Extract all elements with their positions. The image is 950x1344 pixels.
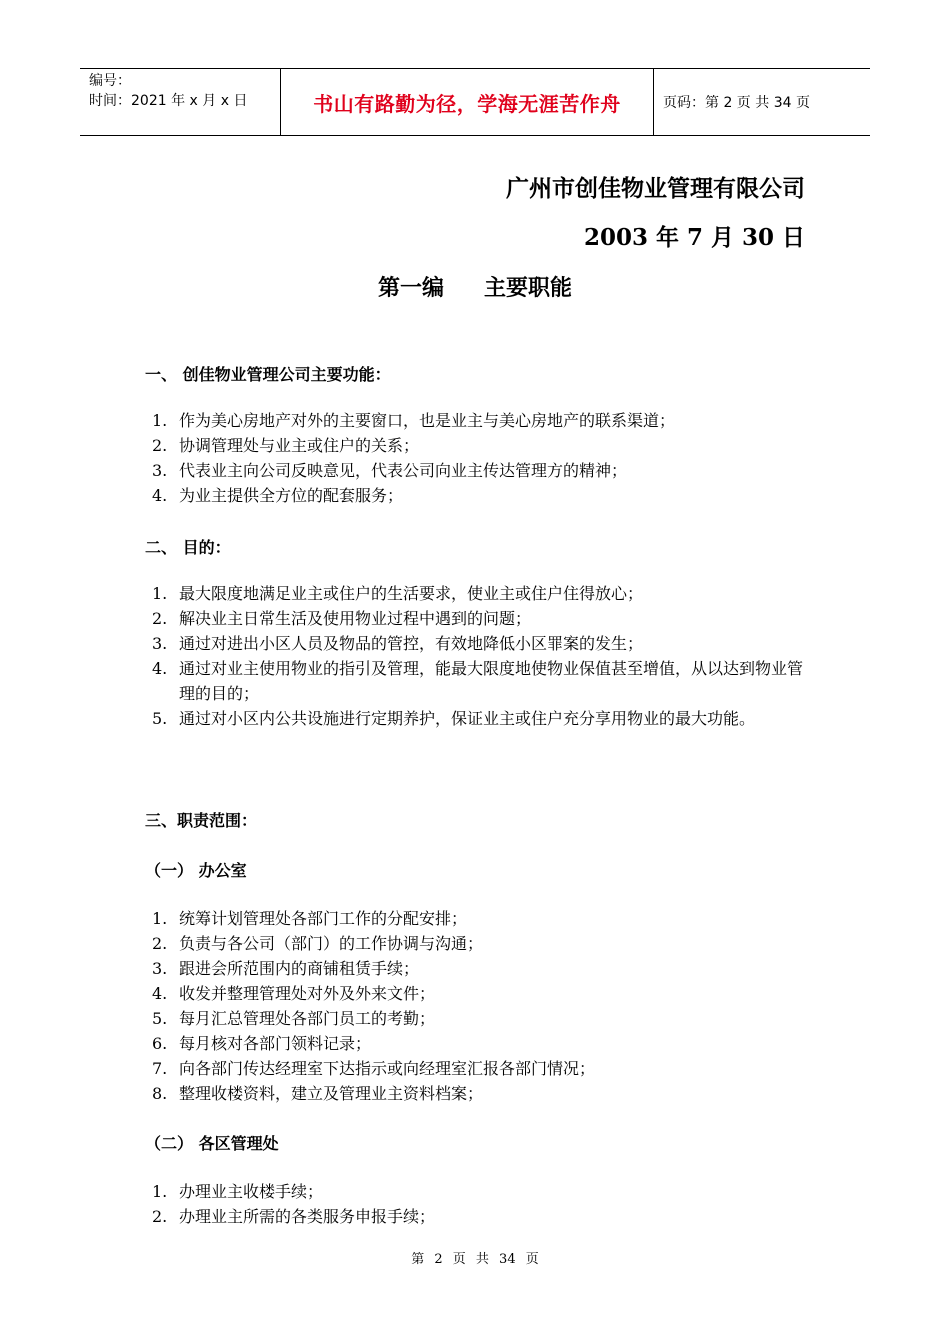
office-list (152, 906, 812, 1106)
list-item: 4. 通过对业主使用物业的指引及管理，能最大限度地使物业保值甚至增值，从以达到物业管理的目的； (152, 659, 804, 703)
subsection-heading-district: （二） 各区管理处 (145, 1134, 279, 1153)
list-item: 1. 作为美心房地产对外的主要窗口，也是业主与美心房地产的联系渠道； (152, 411, 676, 430)
section-1-list (152, 408, 812, 508)
list-item: 8. 整理收楼资料，建立及管理业主资料档案； (152, 1084, 484, 1103)
list-item: 3. 跟进会所范围内的商铺租赁手续； (152, 959, 420, 978)
time-label: 时间：2021 年 x 月 x 日 (89, 93, 248, 109)
section-heading-2: 二、 目的： (145, 538, 231, 557)
document-date: 2003 年 7 月 30 日 (583, 224, 805, 251)
district-list (152, 1179, 812, 1229)
list-item: 3. 通过对进出小区人员及物品的管控，有效地降低小区罪案的发生； (152, 634, 644, 653)
list-item: 5. 通过对小区内公共设施进行定期养护，保证业主或住户充分享用物业的最大功能。 (152, 709, 756, 728)
list-item: 6. 每月核对各部门领料记录； (152, 1034, 372, 1053)
list-item: 2. 负责与各公司（部门）的工作协调与沟通； (152, 934, 484, 953)
section-heading-1: 一、 创佳物业管理公司主要功能： (145, 365, 391, 384)
section-heading-3: 三、职责范围： (145, 811, 258, 830)
list-item: 4. 收发并整理管理处对外及外来文件； (152, 984, 436, 1003)
page-footer: 第 2 页 共 34 页 (411, 1252, 539, 1267)
list-item: 2. 解决业主日常生活及使用物业过程中遇到的问题； (152, 609, 532, 628)
header-meta (80, 69, 281, 135)
header-page-info: 页码：第 2 页 共 34 页 (663, 95, 810, 111)
list-item: 1. 办理业主收楼手续； (152, 1182, 324, 1201)
part-title-prefix: 第一编 (377, 276, 444, 301)
subsection-heading-office: （一） 办公室 (145, 861, 247, 880)
part-title-text: 主要职能 (484, 276, 573, 301)
list-item: 2. 协调管理处与业主或住户的关系； (152, 436, 420, 455)
list-item: 5. 每月汇总管理处各部门员工的考勤； (152, 1009, 436, 1028)
section-2-list (152, 581, 812, 731)
header-motto: 书山有路勤为径，学海无涯苦作舟 (281, 69, 654, 135)
list-item: 4. 为业主提供全方位的配套服务； (152, 486, 404, 505)
company-name: 广州市创佳物业管理有限公司 (506, 176, 805, 202)
list-item: 2. 办理业主所需的各类服务申报手续； (152, 1207, 436, 1226)
list-item: 3. 代表业主向公司反映意见，代表公司向业主传达管理方的精神； (152, 461, 628, 480)
list-item: 1. 最大限度地满足业主或住户的生活要求，使业主或住户住得放心； (152, 584, 644, 603)
list-item: 1. 统筹计划管理处各部门工作的分配安排； (152, 909, 468, 928)
part-title (0, 271, 950, 302)
number-label: 编号： (89, 73, 131, 89)
page-header (80, 68, 870, 136)
list-item: 7. 向各部门传达经理室下达指示或向经理室汇报各部门情况； (152, 1059, 596, 1078)
